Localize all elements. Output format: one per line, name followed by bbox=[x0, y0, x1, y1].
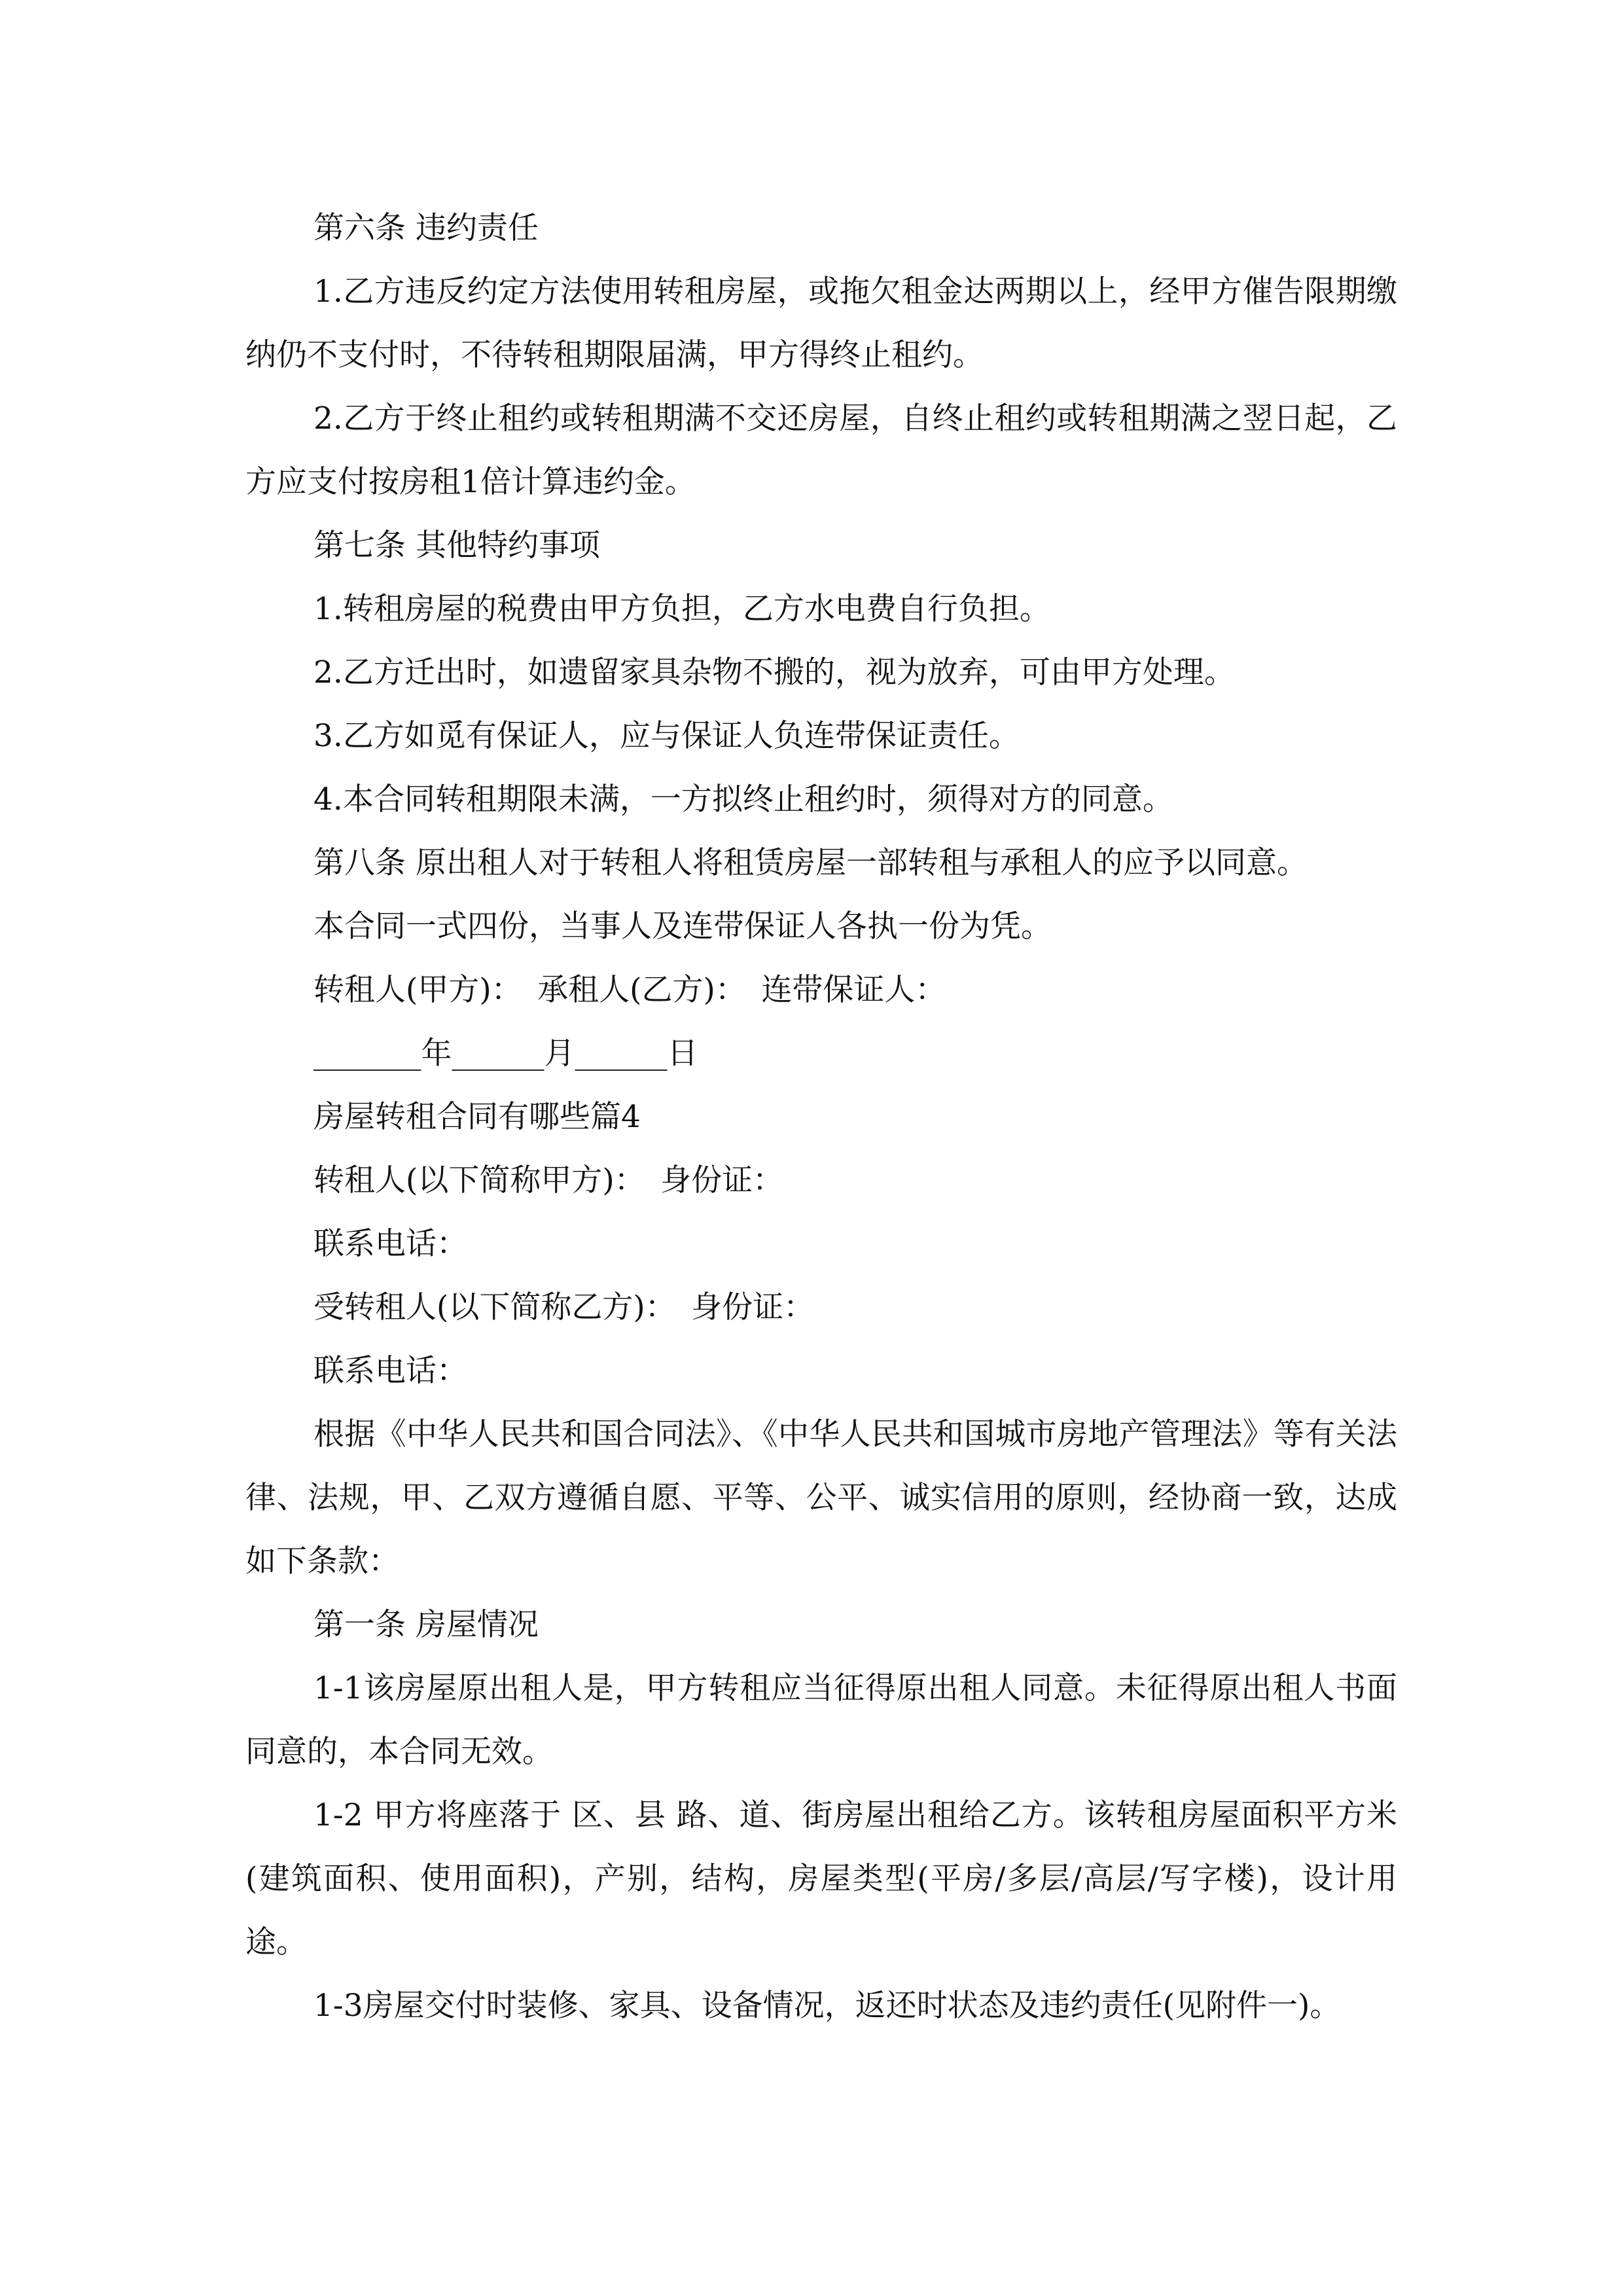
article-7-clause-3: 3.乙方如觅有保证人，应与保证人负连带保证责任。 bbox=[313, 718, 1020, 754]
signature-parties: 转租人(甲方)： 承租人(乙方)： 连带保证人： bbox=[313, 972, 946, 1008]
document-body bbox=[245, 196, 1397, 2037]
section-title: 房屋转租合同有哪些篇4 bbox=[313, 1099, 641, 1135]
article-1-clause-1: 1-1该房屋原出租人是，甲方转租应当征得原出租人同意。未征得原出租人书面同意的，本合同无效。 bbox=[245, 1670, 1397, 1770]
article-6-clause-1: 1.乙方违反约定方法使用转租房屋，或拖欠租金达两期以上，经甲方催告限期缴纳仍不支付时，不待转租期限届满，甲方得终止租约。 bbox=[245, 274, 1397, 373]
article-7-heading: 第七条 其他特约事项 bbox=[313, 528, 600, 564]
article-1-clause-2: 1-2 甲方将座落于 区、县 路、道、街房屋出租给乙方。该转租房屋面积平方米(建筑面积、使用面积)，产别，结构，房屋类型(平房/多层/高层/写字楼)，设计用途。 bbox=[245, 1797, 1397, 1960]
article-8: 第八条 原出租人对于转租人将租赁房屋一部转租与承租人的应予以同意。 bbox=[313, 845, 1308, 881]
article-7-clause-2: 2.乙方迁出时，如遗留家具杂物不搬的，视为放弃，可由甲方处理。 bbox=[313, 655, 1235, 691]
article-1-clause-3: 1-3房屋交付时装修、家具、设备情况，返还时状态及违约责任(见附件一)。 bbox=[313, 1988, 1341, 2024]
article-6-heading: 第六条 违约责任 bbox=[313, 210, 539, 246]
party-a-phone: 联系电话： bbox=[313, 1226, 467, 1262]
article-7-clause-4: 4.本合同转租期限未满，一方拟终止租约时，须得对方的同意。 bbox=[313, 781, 1173, 817]
preamble: 根据《中华人民共和国合同法》、《中华人民共和国城市房地产管理法》等有关法律、法规，甲、乙双方遵循自愿、平等、公平、诚实信用的原则，经协商一致，达成如下条款： bbox=[245, 1416, 1397, 1579]
article-1-heading: 第一条 房屋情况 bbox=[313, 1607, 539, 1643]
party-b-line: 受转租人(以下简称乙方)： 身份证： bbox=[313, 1289, 815, 1325]
copies-statement: 本合同一式四份，当事人及连带保证人各执一份为凭。 bbox=[313, 908, 1052, 944]
party-a-line: 转租人(以下简称甲方)： 身份证： bbox=[313, 1162, 784, 1198]
article-6-clause-2: 2.乙方于终止租约或转租期满不交还房屋，自终止租约或转租期满之翌日起，乙方应支付按房租1倍计算违约金。 bbox=[245, 401, 1397, 500]
party-b-phone: 联系电话： bbox=[313, 1353, 467, 1389]
signature-date: _______年______月______日 bbox=[313, 1035, 698, 1071]
article-7-clause-1: 1.转租房屋的税费由甲方负担，乙方水电费自行负担。 bbox=[313, 591, 1050, 627]
